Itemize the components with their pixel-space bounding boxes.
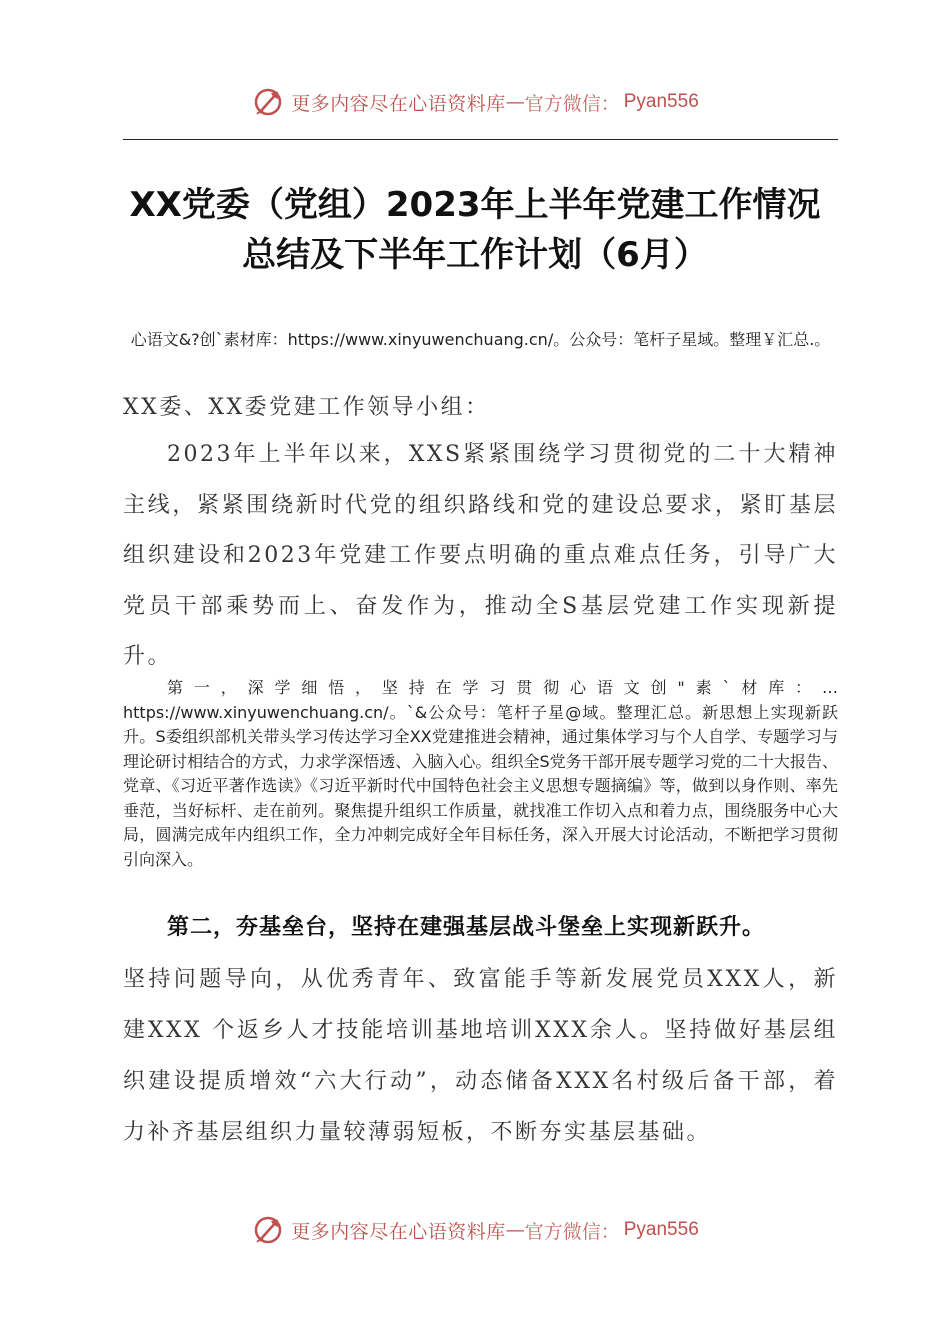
header-banner (0, 80, 950, 124)
banner-separator: — (505, 91, 525, 113)
banner-wechat-id: Pyan556 (623, 91, 699, 112)
paragraph-intro: 2023年上半年以来，XXS紧紧围绕学习贯彻党的二十大精神主线，紧紧围绕新时代党的组织路线和党的建设总要求，紧盯基层组织建设和2023年党建工作要点明确的重点难点任务，引导广大党员干部乘势而上、奋发作为，推动全S基层党建工作实现新提升。 (123, 442, 838, 669)
title-line-2: 总结及下半年工作计划（6月） (242, 235, 708, 275)
banner-sub-text: 官方微信： (524, 92, 620, 115)
banner-separator: — (505, 1219, 525, 1241)
title-line-1: XX党委（党组）2023年上半年党建工作情况 (129, 185, 821, 225)
paragraph-second-point: 坚持问题导向，从优秀青年、致富能手等新发展党员XXX人，新建XXX 个返乡人才技能培训基地培训XXX余人。坚持做好基层组织建设提质增效“六大行动”，动态储备XXX名村级后备干部，着力补齐基层组织力量较薄弱短板，不断夯实基层基础。 (123, 967, 838, 1145)
heading-second-point: 第二，夯基垒台，坚持在建强基层战斗堡垒上实现新跃升。 (167, 915, 766, 940)
banner-wechat-id: Pyan556 (623, 1219, 699, 1240)
footer-banner (0, 1208, 950, 1252)
quill-logo-icon (251, 85, 285, 119)
banner-main-text: 更多内容尽在心语资料库 (291, 1220, 506, 1243)
document-title (0, 180, 950, 280)
quill-logo-icon (251, 1213, 285, 1247)
source-note: 心语文&?创`素材库：https://www.xinyuwenchuang.cn/。公众号：笔杆子星域。整理￥汇总.。 (130, 330, 831, 349)
paragraph-first-point: 第一，深学细悟，坚持在学习贯彻心语文创"素`材库：…https://www.xinyuwenchuang.cn/。`&公众号：笔杆子星@域。整理汇总。新思想上实现新跃升。S委组织部机关带头学习传达学习全XX党建推进会精神，通过集体学习与个人自学、专题学习与理论研讨相结合的方式，力求学深悟透、入脑入心。组织全S党务干部开展专题学习党的二十大报告、党章、《习近平著作选读》《习近平新时代中国特色社会主义思想专题摘编》等，做到以身作则、率先垂范，当好标杆、走在前列。聚焦提升组织工作质量，就找准工作切入点和着力点，围绕服务中心大局，圆满完成年内组织工作，全力冲刺完成好全年目标任务，深入开展大讨论活动，不断把学习贯彻引向深入。 (123, 678, 838, 869)
salutation: XX委、XX委党建工作领导小组： (123, 395, 490, 420)
banner-main-text: 更多内容尽在心语资料库 (291, 92, 506, 115)
header-divider (123, 139, 838, 140)
banner-sub-text: 官方微信： (524, 1220, 620, 1243)
